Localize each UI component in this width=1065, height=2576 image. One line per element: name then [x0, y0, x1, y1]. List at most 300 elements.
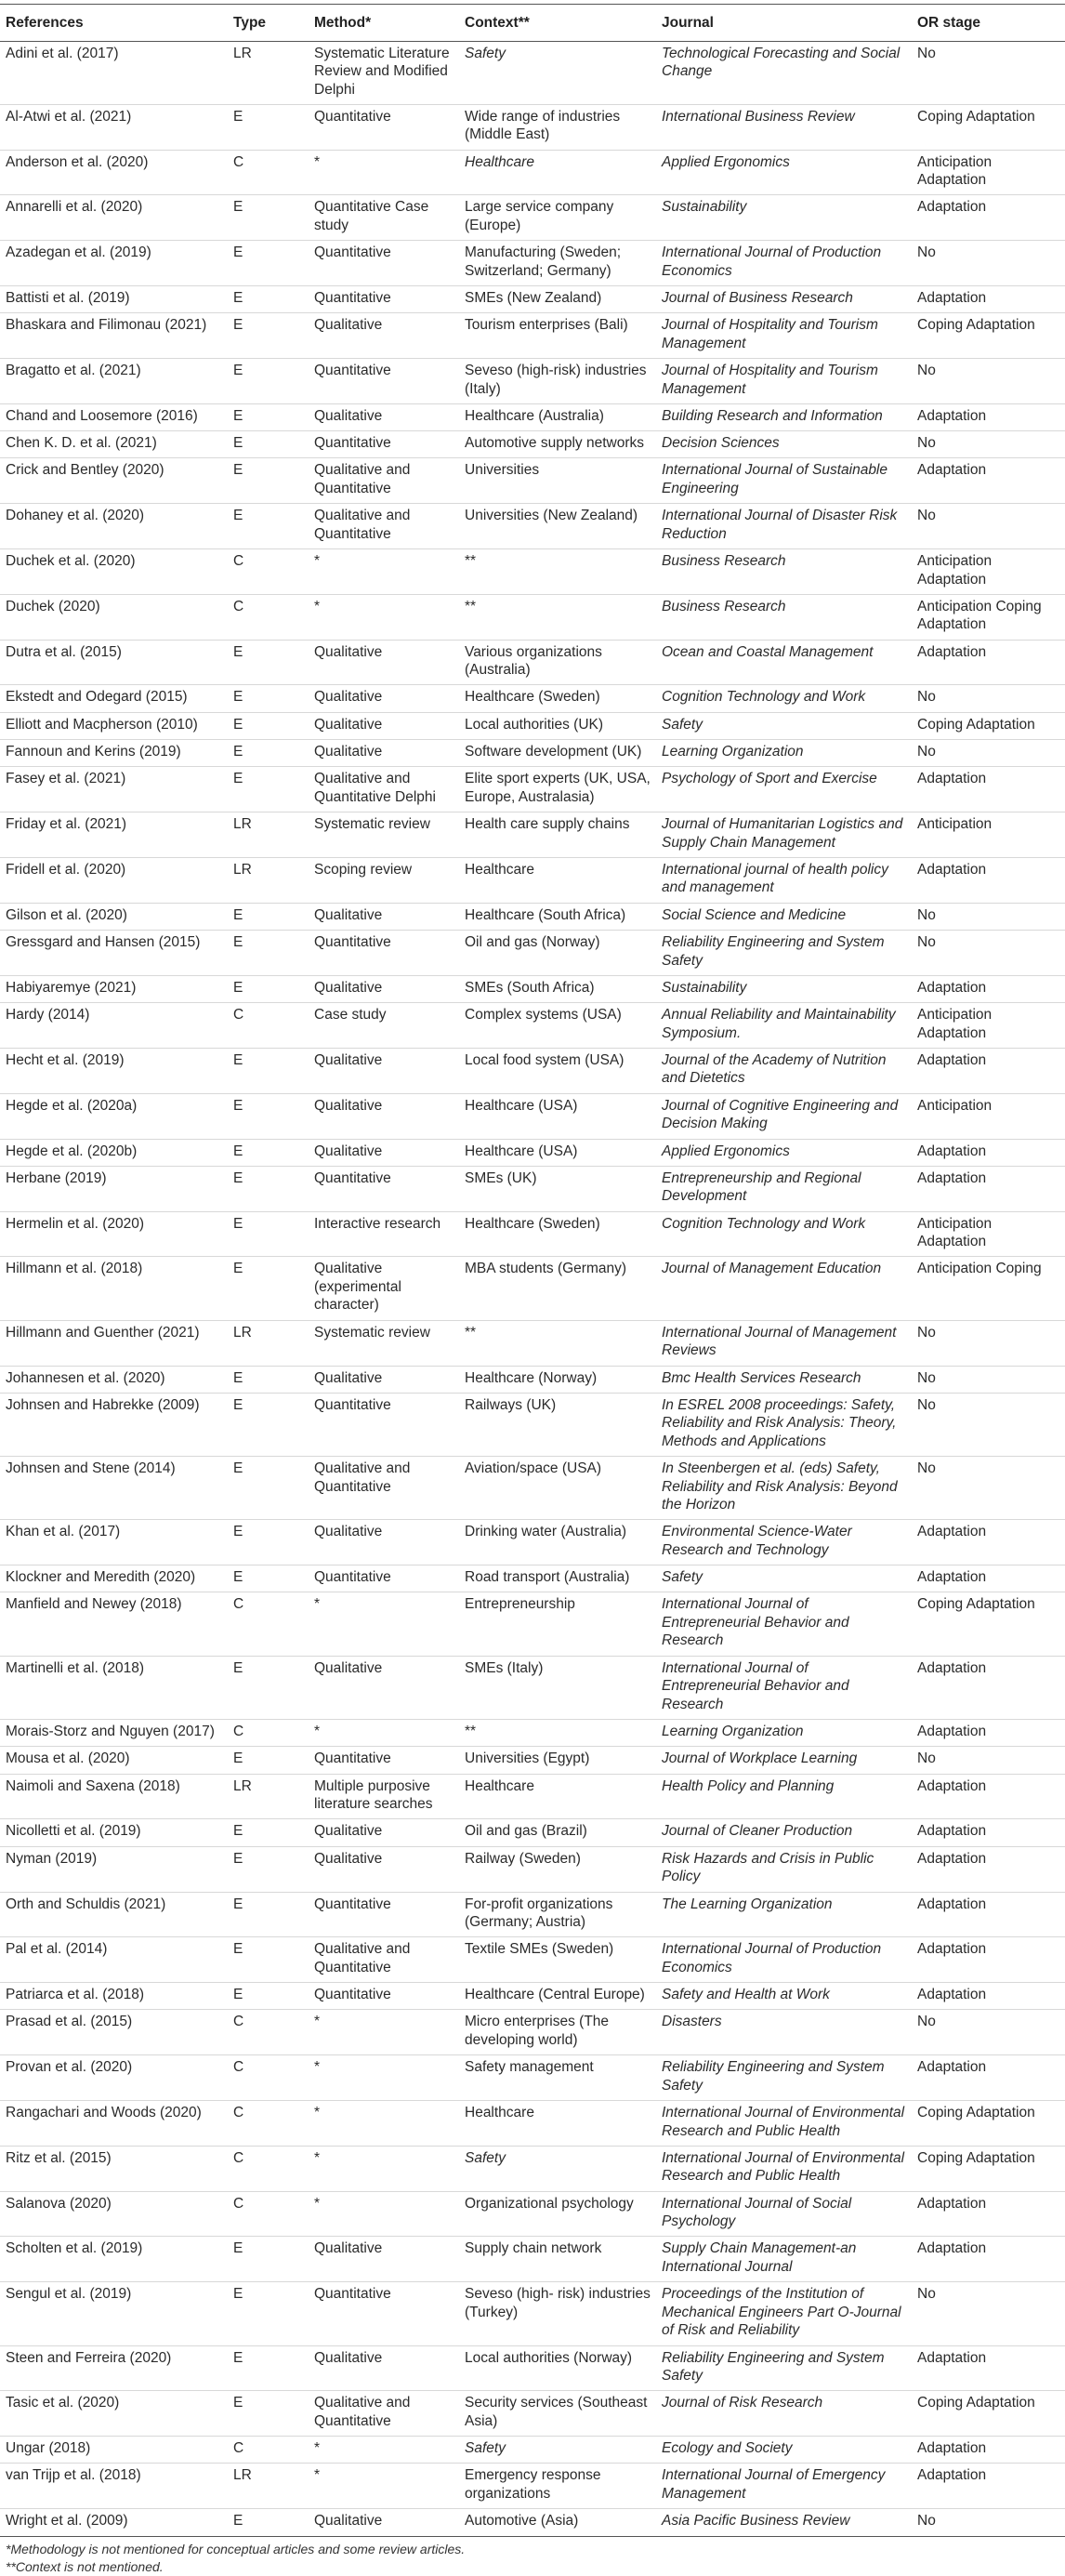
journal-cell: International Business Review: [662, 108, 855, 125]
table-row: [0, 903, 1065, 930]
or-stage-cell: Adaptation: [917, 1051, 987, 1068]
or-stage-cell: Adaptation: [917, 1823, 987, 1840]
type-cell: C: [233, 553, 244, 570]
or-stage-cell: Anticipation Adaptation: [917, 153, 993, 189]
journal-cell: Safety and Health at Work: [662, 1987, 830, 2003]
method-cell: Qualitative: [314, 1524, 383, 1540]
table-row: [0, 2055, 1065, 2101]
table-row: [0, 403, 1065, 430]
journal-cell: Cognition Technology and Work: [662, 689, 866, 706]
table-row: [0, 2509, 1065, 2536]
context-cell: Organizational psychology: [465, 2195, 634, 2212]
context-cell: Seveso (high- risk) industries (Turkey): [465, 2286, 651, 2320]
context-cell: SMEs (Italy): [465, 1659, 544, 1676]
type-cell: E: [233, 1569, 243, 1586]
reference-cell: Provan et al. (2020): [6, 2059, 133, 2076]
reference-cell: Hillmann et al. (2018): [6, 1261, 143, 1277]
reference-cell: Steen and Ferreira (2020): [6, 2349, 172, 2366]
journal-cell: Journal of Humanitarian Logistics and Supply Chain Management: [662, 816, 903, 851]
method-cell: Qualitative and Quantitative Delphi: [314, 771, 436, 805]
journal-cell: Journal of the Academy of Nutrition and Dietetics: [662, 1051, 887, 1087]
journal-cell: Sustainability: [662, 199, 747, 216]
type-cell: E: [233, 199, 243, 216]
or-stage-cell: No: [917, 1460, 936, 1477]
or-stage-cell: Anticipation Adaptation: [917, 1215, 993, 1250]
or-stage-cell: Anticipation Adaptation: [917, 1007, 993, 1041]
reference-cell: Fasey et al. (2021): [6, 771, 126, 787]
or-stage-cell: No: [917, 1396, 936, 1413]
reference-cell: Johannesen et al. (2020): [6, 1369, 165, 1386]
journal-cell: International Journal of Environmental Research and Public Health: [662, 2149, 905, 2185]
journal-cell: Journal of Cleaner Production: [662, 1823, 853, 1840]
table-row: [0, 431, 1065, 458]
or-stage-cell: Anticipation Adaptation: [917, 553, 993, 588]
method-cell: Qualitative: [314, 2349, 383, 2366]
journal-cell: International Journal of Emergency Management: [662, 2467, 886, 2502]
type-cell: C: [233, 1596, 244, 1613]
header-type: Type: [228, 5, 309, 42]
reference-cell: Gressgard and Hansen (2015): [6, 934, 201, 951]
reference-cell: Dohaney et al. (2020): [6, 508, 145, 524]
type-cell: LR: [233, 1324, 252, 1341]
type-cell: E: [233, 289, 243, 306]
journal-cell: International Journal of Disaster Risk Reduction: [662, 508, 898, 542]
type-cell: E: [233, 2286, 243, 2303]
table-row: [0, 857, 1065, 903]
or-stage-cell: Adaptation: [917, 861, 987, 878]
table-row: [0, 1892, 1065, 1937]
type-cell: C: [233, 2105, 244, 2121]
table-row: [0, 1166, 1065, 1211]
reference-cell: Wright et al. (2009): [6, 2513, 128, 2530]
journal-cell: Risk Hazards and Crisis in Public Policy: [662, 1850, 874, 1885]
or-stage-cell: Adaptation: [917, 1659, 987, 1676]
context-cell: Safety: [465, 2440, 506, 2457]
or-stage-cell: Adaptation: [917, 2349, 987, 2366]
type-cell: E: [233, 317, 243, 334]
table-row: [0, 504, 1065, 549]
or-stage-cell: Adaptation: [917, 1569, 987, 1586]
context-cell: Elite sport experts (UK, USA, Europe, Australasia): [465, 771, 651, 805]
context-cell: For-profit organizations (Germany; Austria): [465, 1896, 613, 1931]
method-cell: *: [314, 2440, 321, 2457]
table-row: [0, 195, 1065, 241]
reference-cell: Habiyaremye (2021): [6, 979, 137, 996]
type-cell: C: [233, 2440, 244, 2457]
method-cell: Case study: [314, 1007, 387, 1024]
method-cell: Qualitative (experimental character): [314, 1261, 401, 1314]
table-row: [0, 1983, 1065, 2010]
type-cell: E: [233, 462, 243, 479]
journal-cell: Learning Organization: [662, 1724, 804, 1740]
table-row: [0, 2464, 1065, 2509]
or-stage-cell: No: [917, 363, 936, 379]
type-cell: LR: [233, 2467, 252, 2484]
type-cell: C: [233, 2059, 244, 2076]
footnote: *Methodology is not mentioned for conceptual articles and some review articles.: [6, 2541, 466, 2556]
method-cell: Qualitative: [314, 2513, 383, 2530]
method-cell: Qualitative: [314, 716, 383, 733]
or-stage-cell: Adaptation: [917, 979, 987, 996]
context-cell: Automotive supply networks: [465, 435, 644, 452]
type-cell: E: [233, 771, 243, 787]
context-cell: Tourism enterprises (Bali): [465, 317, 628, 334]
reference-cell: Orth and Schuldis (2021): [6, 1896, 166, 1912]
or-stage-cell: Anticipation: [917, 816, 993, 833]
or-stage-cell: No: [917, 1750, 936, 1767]
table-row: [0, 1774, 1065, 1819]
type-cell: E: [233, 1823, 243, 1840]
method-cell: Qualitative and Quantitative: [314, 1460, 411, 1495]
context-cell: Various organizations (Australia): [465, 643, 602, 679]
journal-cell: International Journal of Entrepreneurial Behavior and Research: [662, 1596, 849, 1649]
or-stage-cell: Adaptation: [917, 1143, 987, 1159]
reference-cell: Hecht et al. (2019): [6, 1051, 125, 1068]
table-row: [0, 1846, 1065, 1892]
journal-cell: International Journal of Production Economics: [662, 244, 882, 279]
journal-cell: Journal of Workplace Learning: [662, 1750, 858, 1767]
reference-cell: Anderson et al. (2020): [6, 153, 149, 170]
reference-cell: Scholten et al. (2019): [6, 2240, 143, 2257]
context-cell: Automotive (Asia): [465, 2513, 579, 2530]
reference-cell: Chen K. D. et al. (2021): [6, 435, 157, 452]
header-method: Method*: [309, 5, 459, 42]
method-cell: Qualitative and Quantitative: [314, 508, 411, 542]
table-row: [0, 1093, 1065, 1139]
reference-cell: Bragatto et al. (2021): [6, 363, 141, 379]
context-cell: **: [465, 1724, 477, 1740]
context-cell: Healthcare (South Africa): [465, 906, 626, 923]
context-cell: Local food system (USA): [465, 1051, 625, 1068]
journal-cell: Social Science and Medicine: [662, 906, 847, 923]
context-cell: Healthcare (Sweden): [465, 689, 600, 706]
context-cell: Healthcare (Central Europe): [465, 1987, 645, 2003]
context-cell: Healthcare (USA): [465, 1097, 578, 1114]
or-stage-cell: Adaptation: [917, 2467, 987, 2484]
journal-cell: The Learning Organization: [662, 1896, 833, 1912]
reference-cell: van Trijp et al. (2018): [6, 2467, 141, 2484]
method-cell: *: [314, 2149, 321, 2166]
method-cell: *: [314, 2105, 321, 2121]
header-context: Context**: [459, 5, 656, 42]
reference-cell: Pal et al. (2014): [6, 1941, 108, 1958]
or-stage-cell: Adaptation: [917, 1777, 987, 1794]
journal-cell: Journal of Cognitive Engineering and Decision Making: [662, 1097, 899, 1132]
method-cell: Quantitative: [314, 934, 391, 951]
type-cell: E: [233, 979, 243, 996]
context-cell: Oil and gas (Brazil): [465, 1823, 587, 1840]
type-cell: E: [233, 689, 243, 706]
method-cell: Quantitative: [314, 1896, 391, 1912]
method-cell: Qualitative: [314, 1659, 383, 1676]
reference-cell: Annarelli et al. (2020): [6, 199, 143, 216]
reference-cell: Herbane (2019): [6, 1169, 107, 1186]
type-cell: E: [233, 435, 243, 452]
type-cell: E: [233, 1169, 243, 1186]
method-cell: Qualitative: [314, 1143, 383, 1159]
context-cell: Universities (New Zealand): [465, 508, 638, 524]
method-cell: *: [314, 598, 321, 614]
method-cell: Quantitative Case study: [314, 199, 429, 233]
journal-cell: Proceedings of the Institution of Mechanical Engineers Part O-Journal of Risk and Reliability: [662, 2286, 901, 2339]
context-cell: Supply chain network: [465, 2240, 602, 2257]
table-row: [0, 2237, 1065, 2282]
type-cell: E: [233, 744, 243, 760]
context-cell: Oil and gas (Norway): [465, 934, 600, 951]
journal-cell: Business Research: [662, 598, 786, 614]
or-stage-cell: Adaptation: [917, 1941, 987, 1958]
type-cell: E: [233, 1051, 243, 1068]
method-cell: Systematic review: [314, 816, 430, 833]
type-cell: C: [233, 153, 244, 170]
type-cell: E: [233, 407, 243, 424]
type-cell: C: [233, 1724, 244, 1740]
context-cell: Complex systems (USA): [465, 1007, 622, 1024]
method-cell: Qualitative: [314, 689, 383, 706]
journal-cell: Decision Sciences: [662, 435, 780, 452]
journal-cell: Psychology of Sport and Exercise: [662, 771, 877, 787]
journal-cell: Environmental Science-Water Research and Technology: [662, 1524, 852, 1558]
context-cell: Micro enterprises (The developing world): [465, 2014, 610, 2048]
reference-cell: Hardy (2014): [6, 1007, 90, 1024]
context-cell: Software development (UK): [465, 744, 642, 760]
reference-cell: Patriarca et al. (2018): [6, 1987, 145, 2003]
method-cell: Qualitative: [314, 1051, 383, 1068]
context-cell: Healthcare (USA): [465, 1143, 578, 1159]
method-cell: Qualitative and Quantitative: [314, 462, 411, 496]
table-row: [0, 1656, 1065, 1719]
context-cell: Universities (Egypt): [465, 1750, 590, 1767]
journal-cell: Sustainability: [662, 979, 747, 996]
reference-cell: Gilson et al. (2020): [6, 906, 127, 923]
table-row: [0, 1211, 1065, 1257]
or-stage-cell: Adaptation: [917, 771, 987, 787]
or-stage-cell: Coping Adaptation: [917, 317, 1035, 334]
table-row: [0, 1819, 1065, 1846]
journal-cell: Annual Reliability and Maintainability Symposium.: [662, 1007, 896, 1041]
method-cell: Qualitative: [314, 979, 383, 996]
reference-cell: Al-Atwi et al. (2021): [6, 108, 132, 125]
table-row: [0, 1937, 1065, 1983]
context-cell: Healthcare: [465, 1777, 534, 1794]
method-cell: Scoping review: [314, 861, 413, 878]
type-cell: C: [233, 2014, 244, 2030]
reference-cell: Khan et al. (2017): [6, 1524, 121, 1540]
context-cell: Healthcare: [465, 153, 534, 170]
table-row: [0, 2146, 1065, 2191]
method-cell: Qualitative: [314, 1823, 383, 1840]
table-row: [0, 150, 1065, 195]
context-cell: **: [465, 553, 477, 570]
context-cell: SMEs (UK): [465, 1169, 537, 1186]
reference-cell: Manfield and Newey (2018): [6, 1596, 182, 1613]
or-stage-cell: Adaptation: [917, 1169, 987, 1186]
table-row: [0, 1320, 1065, 1366]
type-cell: E: [233, 1215, 243, 1232]
journal-cell: Business Research: [662, 553, 786, 570]
reference-cell: Elliott and Macpherson (2010): [6, 716, 198, 733]
method-cell: Qualitative: [314, 407, 383, 424]
table-row: [0, 104, 1065, 150]
method-cell: Qualitative: [314, 1369, 383, 1386]
context-cell: Road transport (Australia): [465, 1569, 630, 1586]
or-stage-cell: No: [917, 435, 936, 452]
method-cell: Qualitative: [314, 317, 383, 334]
type-cell: E: [233, 1143, 243, 1159]
table-row: [0, 1048, 1065, 1093]
method-cell: *: [314, 2014, 321, 2030]
reference-cell: Sengul et al. (2019): [6, 2286, 132, 2303]
type-cell: E: [233, 1097, 243, 1114]
table-header-row: [0, 5, 1065, 42]
or-stage-cell: Coping Adaptation: [917, 2105, 1035, 2121]
type-cell: E: [233, 363, 243, 379]
type-cell: E: [233, 1941, 243, 1958]
context-cell: **: [465, 598, 477, 614]
or-stage-cell: Adaptation: [917, 1850, 987, 1867]
reference-cell: Naimoli and Saxena (2018): [6, 1777, 180, 1794]
journal-cell: International Journal of Production Economics: [662, 1941, 882, 1975]
journal-cell: Journal of Business Research: [662, 289, 853, 306]
table-row: [0, 712, 1065, 739]
context-cell: Entrepreneurship: [465, 1596, 575, 1613]
journal-cell: Ecology and Society: [662, 2440, 793, 2457]
table-row: [0, 1257, 1065, 1320]
or-stage-cell: Adaptation: [917, 2195, 987, 2212]
type-cell: E: [233, 1850, 243, 1867]
reference-cell: Johnsen and Habrekke (2009): [6, 1396, 200, 1413]
context-cell: **: [465, 1324, 477, 1341]
table-row: [0, 2101, 1065, 2147]
method-cell: Quantitative: [314, 108, 391, 125]
journal-cell: Building Research and Information: [662, 407, 883, 424]
or-stage-cell: Adaptation: [917, 2440, 987, 2457]
type-cell: E: [233, 934, 243, 951]
context-cell: Drinking water (Australia): [465, 1524, 626, 1540]
table-row: [0, 2391, 1065, 2437]
method-cell: Quantitative: [314, 363, 391, 379]
or-stage-cell: Adaptation: [917, 1987, 987, 2003]
table-row: [0, 1747, 1065, 1774]
or-stage-cell: Coping Adaptation: [917, 716, 1035, 733]
context-cell: Healthcare: [465, 2105, 534, 2121]
table-row: [0, 241, 1065, 286]
header-or-stage: OR stage: [912, 5, 1065, 42]
or-stage-cell: Adaptation: [917, 289, 987, 306]
reference-cell: Mousa et al. (2020): [6, 1750, 130, 1767]
context-cell: Safety: [465, 2149, 506, 2166]
table-row: [0, 359, 1065, 404]
reference-cell: Hermelin et al. (2020): [6, 1215, 145, 1232]
references-table: [0, 4, 1065, 2537]
journal-cell: Cognition Technology and Work: [662, 1215, 866, 1232]
method-cell: Qualitative: [314, 1850, 383, 1867]
context-cell: Railways (UK): [465, 1396, 557, 1413]
table-row: [0, 740, 1065, 767]
method-cell: Quantitative: [314, 2286, 391, 2303]
table-row: [0, 1366, 1065, 1393]
table-row: [0, 812, 1065, 858]
table-row: [0, 2345, 1065, 2391]
method-cell: *: [314, 1596, 321, 1613]
type-cell: E: [233, 2240, 243, 2257]
header-references: References: [0, 5, 228, 42]
table-row: [0, 2282, 1065, 2345]
type-cell: E: [233, 1396, 243, 1413]
journal-cell: International Journal of Environmental Research and Public Health: [662, 2105, 905, 2139]
context-cell: Healthcare (Sweden): [465, 1215, 600, 1232]
table-row: [0, 1565, 1065, 1592]
reference-cell: Tasic et al. (2020): [6, 2395, 120, 2411]
table-row: [0, 1720, 1065, 1747]
reference-cell: Dutra et al. (2015): [6, 643, 122, 660]
or-stage-cell: Coping Adaptation: [917, 2149, 1035, 2166]
type-cell: C: [233, 2195, 244, 2212]
reference-cell: Azadegan et al. (2019): [6, 244, 151, 261]
journal-cell: In Steenbergen et al. (eds) Safety, Reliability and Risk Analysis: Beyond the Horizon: [662, 1460, 898, 1513]
type-cell: E: [233, 244, 243, 261]
context-cell: SMEs (South Africa): [465, 979, 595, 996]
context-cell: Wide range of industries (Middle East): [465, 108, 621, 143]
context-cell: Emergency response organizations: [465, 2467, 601, 2502]
reference-cell: Johnsen and Stene (2014): [6, 1460, 176, 1477]
or-stage-cell: Adaptation: [917, 407, 987, 424]
or-stage-cell: No: [917, 689, 936, 706]
type-cell: E: [233, 716, 243, 733]
journal-cell: International Journal of Entrepreneurial Behavior and Research: [662, 1659, 849, 1712]
reference-cell: Duchek et al. (2020): [6, 553, 136, 570]
reference-cell: Hillmann and Guenther (2021): [6, 1324, 200, 1341]
journal-cell: International Journal of Social Psychology: [662, 2195, 852, 2230]
journal-cell: Applied Ergonomics: [662, 1143, 790, 1159]
context-cell: Healthcare (Norway): [465, 1369, 598, 1386]
type-cell: LR: [233, 816, 252, 833]
journal-cell: Journal of Management Education: [662, 1261, 882, 1277]
journal-cell: Safety: [662, 1569, 703, 1586]
journal-cell: Asia Pacific Business Review: [662, 2513, 850, 2530]
or-stage-cell: Coping Adaptation: [917, 108, 1035, 125]
reference-cell: Adini et al. (2017): [6, 45, 119, 61]
table-row: [0, 1592, 1065, 1656]
journal-cell: International Journal of Sustainable Engineering: [662, 462, 888, 496]
type-cell: E: [233, 1369, 243, 1386]
table-row: [0, 2437, 1065, 2464]
type-cell: C: [233, 2149, 244, 2166]
method-cell: Qualitative: [314, 1097, 383, 1114]
table-row: [0, 594, 1065, 640]
context-cell: MBA students (Germany): [465, 1261, 627, 1277]
reference-cell: Battisti et al. (2019): [6, 289, 130, 306]
type-cell: LR: [233, 861, 252, 878]
or-stage-cell: Coping Adaptation: [917, 1596, 1035, 1613]
or-stage-cell: No: [917, 1369, 936, 1386]
method-cell: *: [314, 2059, 321, 2076]
type-cell: LR: [233, 1777, 252, 1794]
footnote: **Context is not mentioned.: [6, 2558, 164, 2574]
method-cell: Qualitative and Quantitative: [314, 1941, 411, 1975]
type-cell: E: [233, 906, 243, 923]
reference-cell: Ekstedt and Odegard (2015): [6, 689, 188, 706]
or-stage-cell: No: [917, 1324, 936, 1341]
type-cell: C: [233, 598, 244, 614]
table-row: [0, 685, 1065, 712]
or-stage-cell: Coping Adaptation: [917, 2395, 1035, 2411]
or-stage-cell: Adaptation: [917, 1524, 987, 1540]
reference-cell: Klockner and Meredith (2020): [6, 1569, 196, 1586]
reference-cell: Duchek (2020): [6, 598, 100, 614]
or-stage-cell: No: [917, 934, 936, 951]
reference-cell: Ritz et al. (2015): [6, 2149, 112, 2166]
